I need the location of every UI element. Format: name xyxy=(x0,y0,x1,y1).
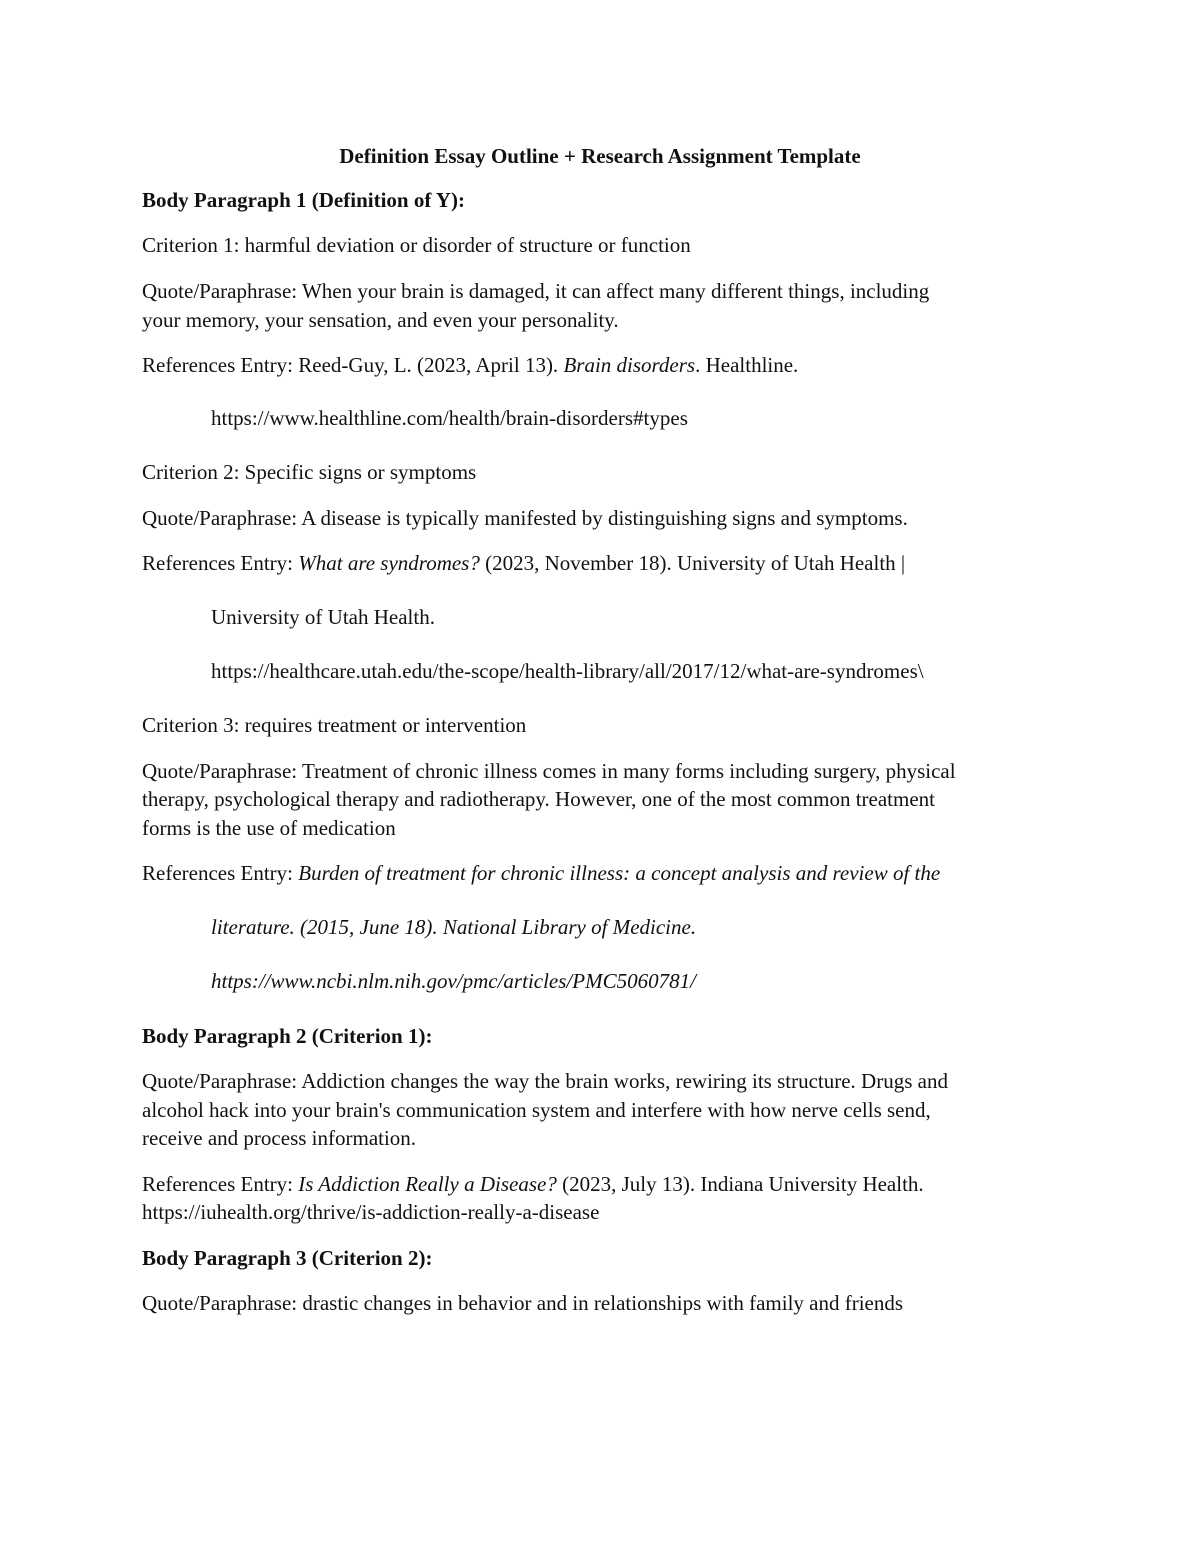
ref-prefix: References Entry: Reed-Guy, L. (2023, April 13). xyxy=(142,353,564,377)
bp1-quote-3-line-3: forms is the use of medication xyxy=(142,816,396,840)
bp2-quote-line-3: receive and process information. xyxy=(142,1126,417,1150)
bp1-reference-2-line-2: University of Utah Health. xyxy=(211,605,435,629)
bp1-reference-1 xyxy=(142,351,1072,380)
ref-suffix: . Healthline. xyxy=(695,353,799,377)
ref-prefix: References Entry: xyxy=(142,1172,299,1196)
bp1-reference-3-url: https://www.ncbi.nlm.nih.gov/pmc/articles/PMC5060781/ xyxy=(211,969,696,993)
ref-title: Burden of treatment for chronic illness: a concept analysis and review of the xyxy=(298,861,941,885)
bp1-reference-2 xyxy=(142,549,1072,578)
document-title: Definition Essay Outline + Research Assignment Template xyxy=(339,144,861,168)
bp1-reference-2-url: https://healthcare.utah.edu/the-scope/health-library/all/2017/12/what-are-syndromes\ xyxy=(211,659,924,683)
ref-prefix: References Entry: xyxy=(142,551,299,575)
ref-title: Is Addiction Really a Disease? xyxy=(298,1172,557,1196)
bp1-criterion-2: Criterion 2: Specific signs or symptoms xyxy=(142,460,477,484)
bp1-reference-1-url: https://www.healthline.com/health/brain-disorders#types xyxy=(211,406,688,430)
bp1-criterion-1: Criterion 1: harmful deviation or disorder of structure or function xyxy=(142,233,691,257)
bp2-quote-line-2: alcohol hack into your brain's communication system and interfere with how nerve cells send, xyxy=(142,1098,931,1122)
ref-title: What are syndromes? xyxy=(298,551,480,575)
bp1-quote-1-line-2: your memory, your sensation, and even your personality. xyxy=(142,308,619,332)
bp3-quote: Quote/Paraphrase: drastic changes in behavior and in relationships with family and friends xyxy=(142,1291,904,1315)
bp1-reference-3-line-2: literature. (2015, June 18). National Library of Medicine. xyxy=(211,915,697,939)
bp1-heading: Body Paragraph 1 (Definition of Y): xyxy=(142,188,465,212)
bp3-heading: Body Paragraph 3 (Criterion 2): xyxy=(142,1246,433,1270)
bp2-heading: Body Paragraph 2 (Criterion 1): xyxy=(142,1024,433,1048)
bp1-quote-1-line-1: Quote/Paraphrase: When your brain is damaged, it can affect many different things, including xyxy=(142,279,930,303)
bp1-reference-3 xyxy=(142,859,1072,888)
bp1-criterion-3: Criterion 3: requires treatment or intervention xyxy=(142,713,527,737)
bp1-quote-3-line-1: Quote/Paraphrase: Treatment of chronic illness comes in many forms including surgery, physical xyxy=(142,759,956,783)
ref-title: Brain disorders xyxy=(563,353,696,377)
ref-prefix: References Entry: xyxy=(142,861,299,885)
bp1-quote-2: Quote/Paraphrase: A disease is typically manifested by distinguishing signs and symptoms. xyxy=(142,506,908,530)
ref-suffix: (2023, July 13). Indiana University Health. xyxy=(556,1172,924,1196)
bp2-reference xyxy=(142,1170,1072,1199)
bp2-quote-line-1: Quote/Paraphrase: Addiction changes the way the brain works, rewiring its structure. Drugs and xyxy=(142,1069,948,1093)
ref-suffix: (2023, November 18). University of Utah Health | xyxy=(479,551,906,575)
bp1-quote-3-line-2: therapy, psychological therapy and radiotherapy. However, one of the most common treatment xyxy=(142,787,936,811)
bp2-reference-url: https://iuhealth.org/thrive/is-addiction-really-a-disease xyxy=(142,1200,600,1224)
